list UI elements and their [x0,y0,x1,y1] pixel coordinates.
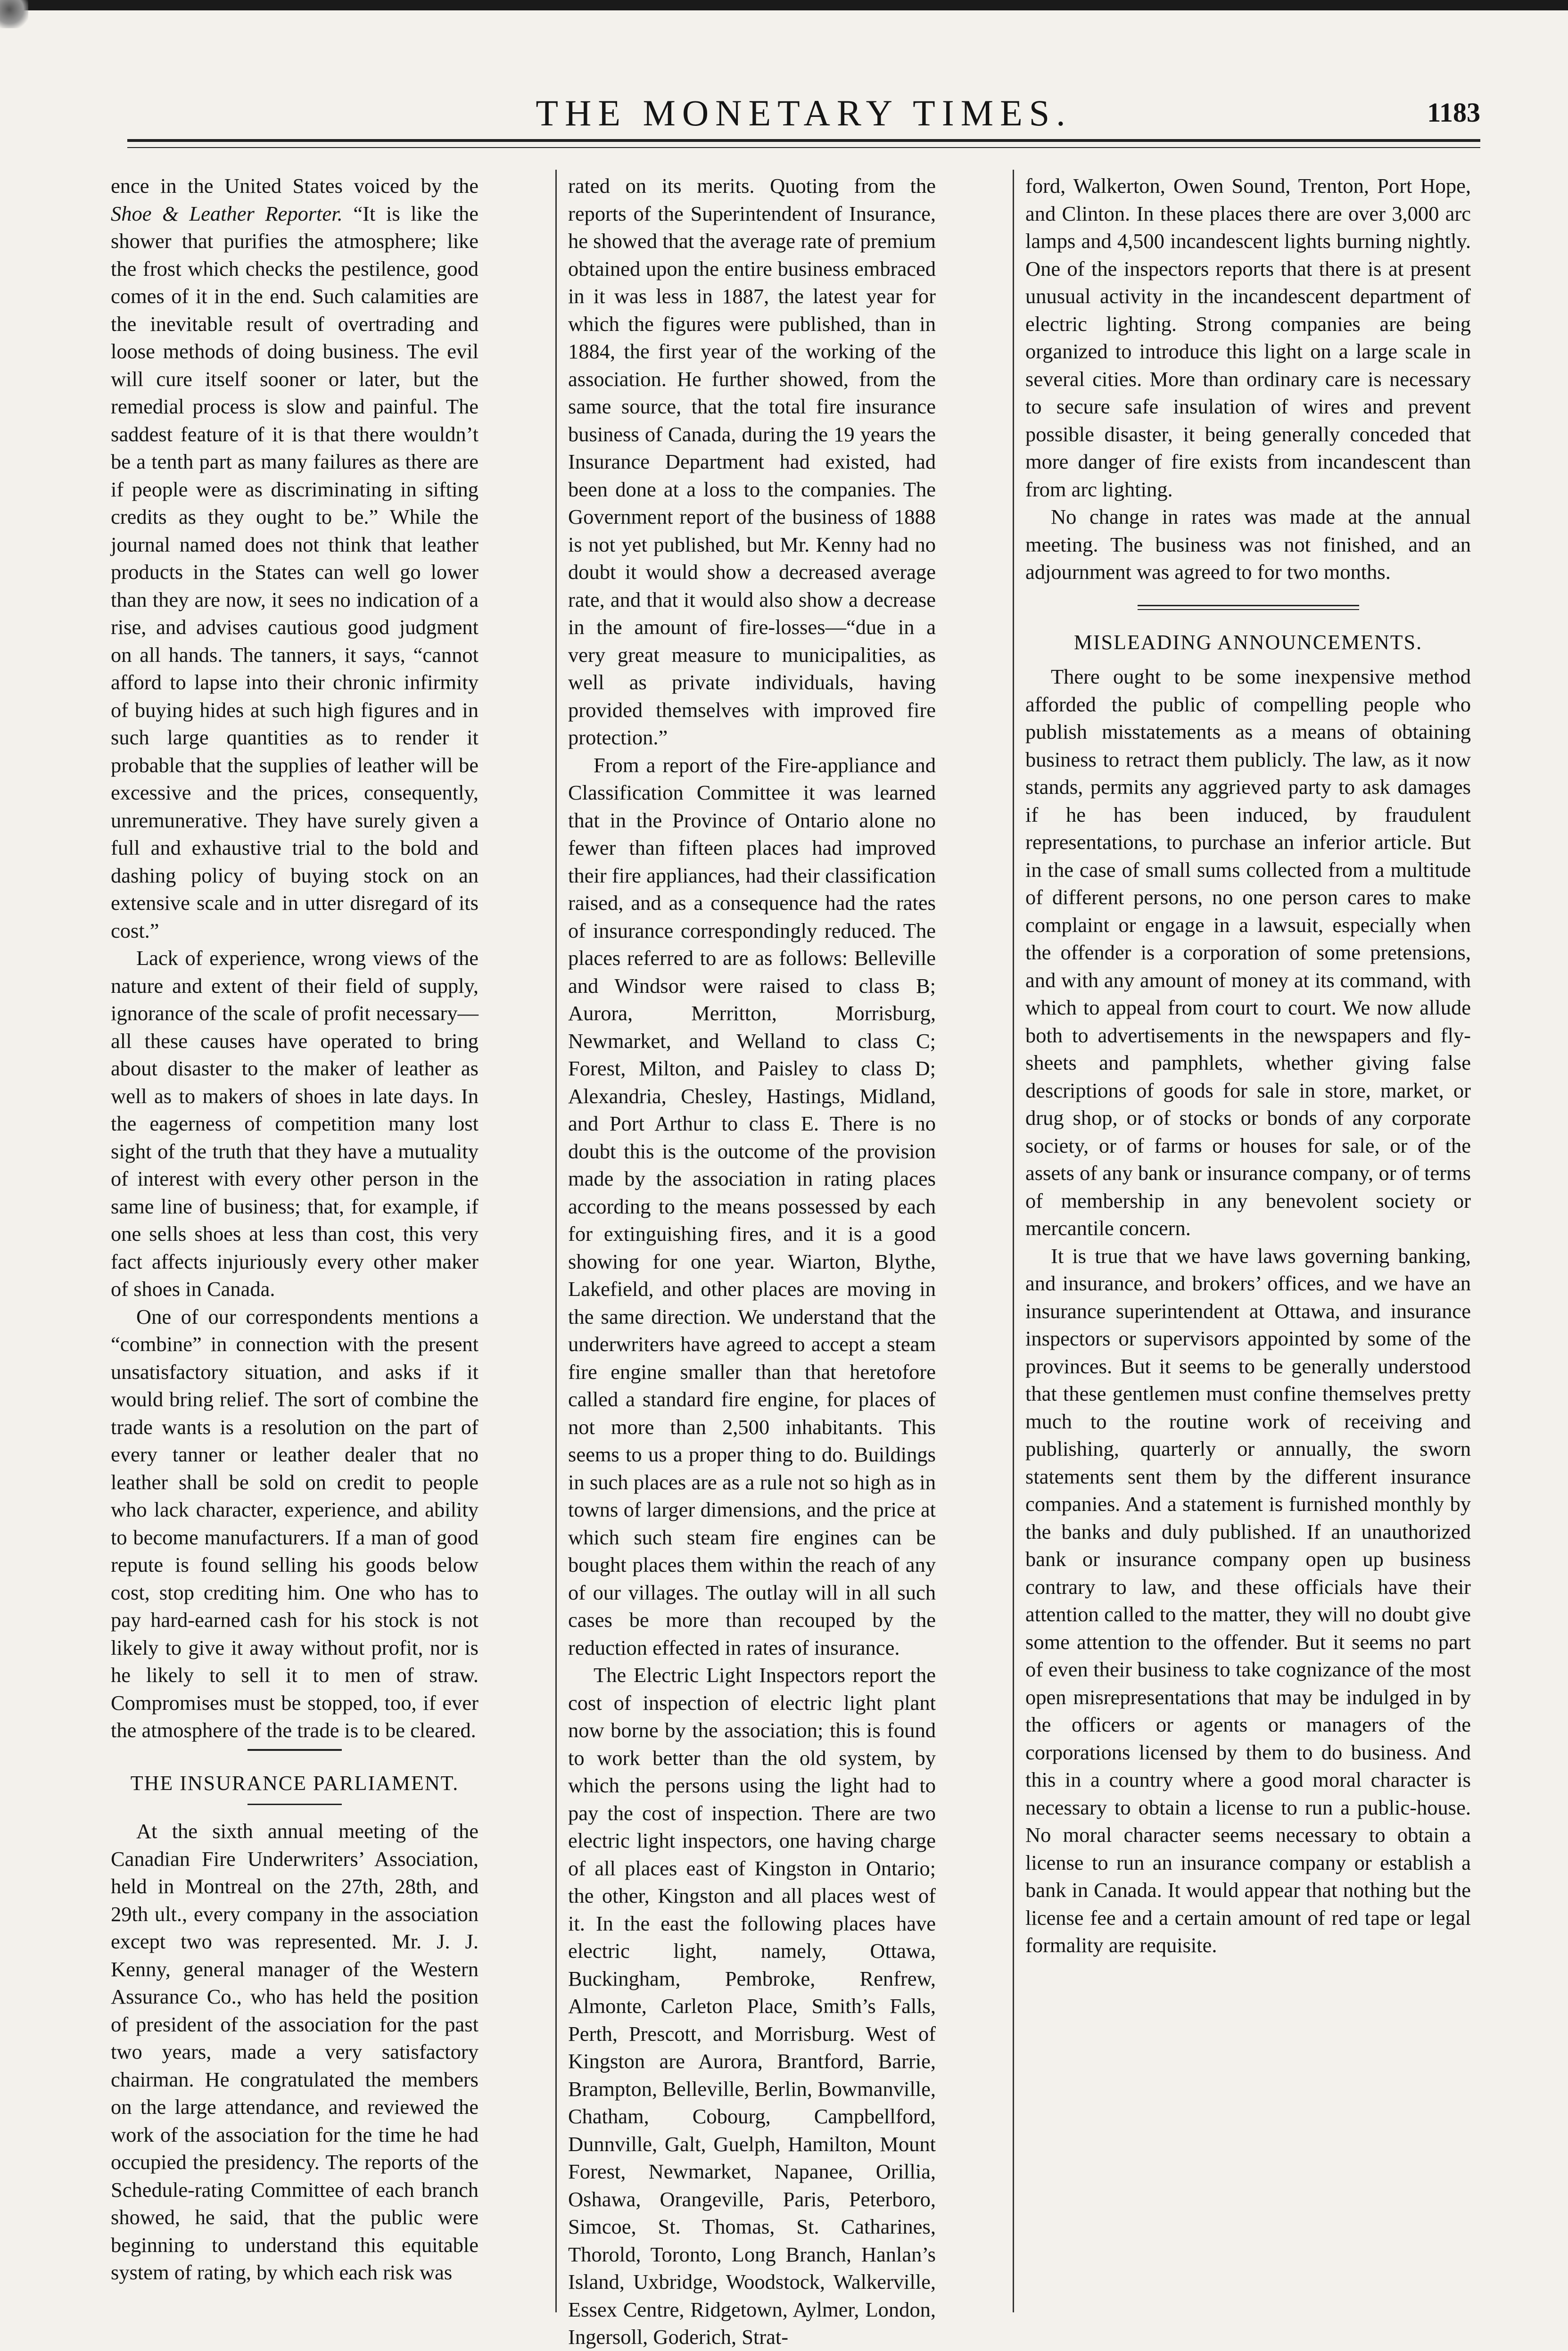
source-citation: Shoe & Leather Reporter. [111,201,343,225]
section-heading: MISLEADING ANNOUNCEMENTS. [1073,630,1423,654]
column-1 [111,172,479,2286]
page-number: 1183 [1427,97,1480,128]
article-paragraph: It is true that we have laws governing banking, and insurance, and brokers’ offices, and we have an insurance superintendent at Ottawa, and insurance inspectors or supervisors appointed by some of the provinces. But it seems to be generally understood that these gentlemen must confine themselves pretty much to the routine work of receiving and publishing, quarterly or annually, the sworn statements sent them by the different insurance companies. And a statement is furnished monthly by the banks and duly published. If an unauthorized bank or insurance company open up business contrary to law, and these officials have their attention called to the matter, they will no doubt give some attention to the offender. But it seems no part of even their business to take cognizance of the most open misrepresentations that may be indulged in by the officers or agents or managers of the corporations licensed by them to do business. And this in a country where a good moral character is necessary to obtain a license to run a public-house. No moral character seems necessary to obtain a license to run an insurance company or establish a bank in Canada. It would appear that nothing but the license fee and a certain amount of red tape or legal formality are requisite. [1025,1244,1471,1957]
section-heading: THE INSURANCE PARLIAMENT. [130,1771,459,1795]
article-paragraph: rated on its merits. Quoting from the reports of the Superintendent of Insurance, he showed that the average rate of premium obtained upon the entire business embraced in it was less in 1887, the latest year for which the figures were published, than in 1884, the first year of the working of the association. He further showed, from the same source, that the total fire insurance business of Canada, during the 19 years the Insurance Department had existed, had been done at a loss to the companies. The Government report of the business of 1888 is not yet published, but Mr. Kenny had no doubt it would show a decreased average rate, and that it would also show a decrease in the amount of fire-losses—“due in a very great measure to municipalities, as well as private individuals, having provided themselves with improved fire protection.” [568,174,936,749]
article-paragraph: No change in rates was made at the annual meeting. The business was not finished, and an adjournment was agreed to for two months. [1025,505,1471,584]
column-3 [1025,172,1471,1959]
paragraph-text: ence in the United States voiced by the [111,174,479,198]
article-paragraph: At the sixth annual meeting of the Canadian Fire Underwriters’ Association, held in Montreal on the 27th, 28th, and 29th ult., every company in the association except two was represented. Mr. J. J. Kenny, general manager of the Western Assurance Co., who has held the position of president of the association for the past two years, made a very satisfactory chairman. He congratulated the members on the large attendance, and reviewed the work of the association for the time he had occupied the presidency. The reports of the Schedule-rating Committee of each branch showed, he said, that the public were beginning to understand this equitable system of rating, by which each risk was [111,1819,479,2284]
article-paragraph [111,172,479,944]
article-paragraph: ford, Walkerton, Owen Sound, Trenton, Port Hope, and Clinton. In these places there are over 3,000 arc lamps and 4,500 incandescent lights burning nightly. One of the inspectors reports that there is at present unusual activity in the incandescent department of electric lighting. Strong companies are being organized to introduce this light on a large scale in several cities. More than ordinary care is necessary to secure safe insulation of wires and prevent possible disaster, it being generally conceded that more danger of fire exists from incandescent than from arc lighting. [1025,174,1471,501]
header-rule-thin [127,147,1480,148]
header-rule-thick [127,139,1480,142]
scan-top-border [0,0,1568,10]
scan-corner-mark [0,0,28,28]
column-divider-1 [555,170,557,2312]
article-paragraph: From a report of the Fire-appliance and Classification Committee it was learned that in the Province of Ontario alone no fewer than fifteen places had improved their fire appliances, had their classification raised, and as a consequence had the rates of insurance correspondingly reduced. The places referred to are as follows: Belleville and Windsor were raised to class B; Aurora, Merritton, Morrisburg, Newmarket, and Welland to class C; Forest, Milton, and Paisley to class D; Alexandria, Chesley, Hastings, Midland, and Port Arthur to class E. There is no doubt this is the outcome of the provision made by the association in rating places according to the means possessed by each for extinguishing fires, and it is a good showing for one year. Wiarton, Blythe, Lakefield, and other places are moving in the same direction. We understand that the underwriters have agreed to accept a steam fire engine smaller than that heretofore called a standard fire engine, for places of not more than 2,500 inhabitants. This seems to us a proper thing to do. Buildings in such places are as a rule not so high as in towns of larger dimensions, and the price at which such steam fire engines can be bought places them within the reach of any of our villages. The outlay will in all such cases be more than recouped by the reduction effected in rates of insurance. [568,753,936,1659]
section-separator [1138,605,1359,606]
paragraph-text: “It is like the shower that purifies the atmosphere; like the frost which checks the pestilence, good comes of it in the end. Such calamities are the inevitable result of overtrading and loose methods of doing business. The evil will cure itself sooner or later, but the remedial process is slow and painful. The saddest feature of it is that there wouldn’t be a tenth part as many failures as there are if people were as discriminating in sifting credits as they ought to be.” While the journal named does not think that leather products in the States can well go lower than they are now, it sees no indication of a rise, and advises cautious good judgment on all hands. The tanners, it says, “cannot afford to lapse into their chronic infirmity of buying hides at such high figures and in such large quantities as to render it probable that the supplies of leather will be excessive and the prices, consequently, unremunerative. They have surely given a full and exhaustive trial to the bold and dashing policy of buying stock on an extensive scale and in utter disregard of its cost.” [111,201,479,942]
section-separator [1138,609,1359,610]
article-paragraph: The Electric Light Inspectors report the cost of inspection of electric light plant now borne by the association; this is found to work better than the old system, by which the persons using the light had to pay the cost of inspection. There are two electric light inspectors, one having charge of all places east of Kingston in Ontario; the other, Kingston and all places west of it. In the east the following places have electric light, namely, Ottawa, Buckingham, Pembroke, Renfrew, Almonte, Carleton Place, Smith’s Falls, Perth, Prescott, and Morrisburg. West of Kingston are Aurora, Brantford, Barrie, Brampton, Belleville, Berlin, Bowmanville, Chatham, Cobourg, Campbellford, Dunnville, Galt, Guelph, Hamilton, Mount Forest, Newmarket, Napanee, Orillia, Oshawa, Orangeville, Paris, Peterboro, Simcoe, St. Thomas, St. Catharines, Thorold, Toronto, Long Branch, Hanlan’s Island, Uxbridge, Woodstock, Walkerville, Essex Centre, Ridgetown, Aylmer, London, Ingersoll, Goderich, Strat- [568,1663,936,2349]
section-separator [248,1749,342,1751]
column-divider-2 [1013,170,1014,2312]
article-paragraph: There ought to be some inexpensive method afforded the public of compelling people who publish misstatements as a means of obtaining business to retract them publicly. The law, as it now stands, permits any aggrieved party to ask damages if he has been induced, by fraudulent representations, to purchase an inferior article. But in the case of small sums collected from a multitude of different persons, no one person cares to make complaint or engage in a lawsuit, especially when the offender is a corporation of some pretensions, and with any amount of money at its command, with which to appeal from court to court. We now allude both to advertisements in the newspapers and fly-sheets and pamphlets, whether giving false descriptions of goods for sale in store, market, or drug shop, or of stocks or bonds of any corporate society, or of farms or houses for sale, or of the assets of any bank or insurance company, or of terms of membership in any benevolent society or mercantile concern. [1025,665,1471,1240]
article-paragraph: One of our correspondents mentions a “combine” in connection with the present unsatisfactory situation, and asks if it would bring relief. The sort of combine the trade wants is a resolution on the part of every tanner or leather dealer that no leather shall be sold on credit to people who lack character, experience, and ability to become manufacturers. If a man of good repute is found selling his goods below cost, stop crediting him. One who has to pay hard-earned cash for his stock is not likely to give it away without profit, nor is he likely to sell it to men of straw. Compromises must be stopped, too, if ever the atmosphere of the trade is to be cleared. [111,1304,479,1742]
article-paragraph: Lack of experience, wrong views of the nature and extent of their field of supply, ignorance of the scale of profit necessary—all these causes have operated to bring about disaster to the maker of leather as well as to makers of shoes in late days. In the eagerness of competition many lost sight of the truth that they have a mutuality of interest with every other person in the same line of business; that, for example, if one sells shoes at less than cost, this very fact affects injuriously every other maker of shoes in Canada. [111,946,479,1301]
heading-underline [248,1804,342,1805]
column-2 [568,172,936,2351]
masthead-title: THE MONETARY TIMES. [536,92,1072,133]
